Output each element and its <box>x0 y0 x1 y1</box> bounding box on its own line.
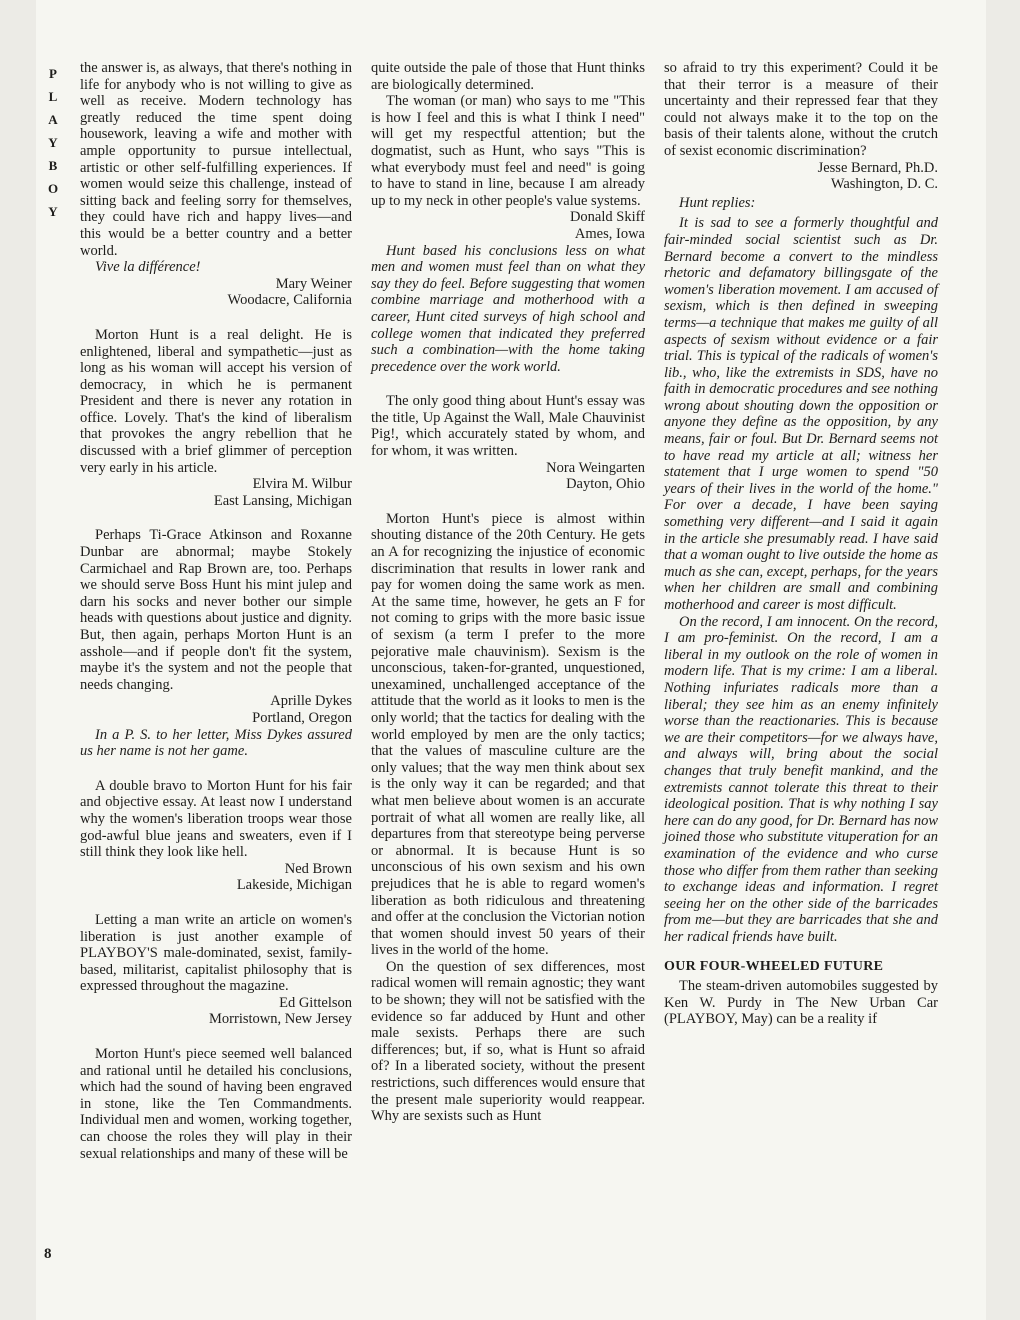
letter-paragraph: On the question of sex differences, most radical women will remain agnostic; they want to be shown; they will not be satisfied with the evidence so far adduced by Hunt and other male sexists. Perhaps there are such differences; but, if so, what is Hunt so afraid of? In a liberated society, without the present restrictions, such differences would ensure that the present male superiority would reappear. Why are sexists such as Hunt <box>371 958 645 1125</box>
signature-place: Ames, Iowa <box>574 225 645 242</box>
letter-paragraph: Morton Hunt's piece seemed well balanced and rational until he detailed his conclusions, which had the sound of having been engraved in stone, like the Ten Commandments. Individual men and women, working together, can choose the roles they will play in their sexual relationships and many of these will be <box>80 1046 352 1162</box>
signature-place: Dayton, Ohio <box>566 476 645 493</box>
editor-note: Vive la différence! <box>95 259 201 276</box>
signature-name: Jesse Bernard, Ph.D. <box>817 159 938 176</box>
letter-paragraph: The woman (or man) who says to me "This is how I feel and this is what I think I need" will get my respectful attention; but the dogmatist, such as Hunt, who says "This is what everybody must feel and need" is going to have to stand in line, because I am already up to my neck in other people's value systems. <box>371 93 645 209</box>
page-number: 8 <box>44 1246 52 1262</box>
letter-paragraph: so afraid to try this experiment? Could it be that their terror is a measure of their uncertainty and their repressed fear that they could not always make it to the top on the basis of their talents alone, without the crutch of sexist economic discrimination? <box>664 60 938 159</box>
signature-name: Ned Brown <box>284 860 352 877</box>
signature-name: Aprille Dykes <box>270 693 352 710</box>
column-2 <box>371 60 645 1125</box>
letter-signature <box>80 276 352 309</box>
signature-name: Elvira M. Wilbur <box>252 476 352 493</box>
section-heading: OUR FOUR-WHEELED FUTURE <box>664 959 884 975</box>
editor-note: Hunt based his conclusions less on what men and women must feel than on what they say they do feel. Before suggesting that women combine marriage and motherhood with a career, Hunt cited surveys of high school and college women that indicated they preferred such a combination—with the home taking precedence over the work world. <box>371 242 645 375</box>
letter-paragraph: Letting a man write an article on women's liberation is just another example of PLAYBOY'S male-dominated, sexist, family-based, militarist, capitalist philosophy that is expressed throughout the magazine. <box>80 911 352 995</box>
letter-signature <box>80 476 352 509</box>
spine-letter: A <box>48 112 58 127</box>
letter-paragraph: The steam-driven automobiles suggested by Ken W. Purdy in The New Urban Car (PLAYBOY, May) can be a reality if <box>664 978 938 1028</box>
signature-place: Lakeside, Michigan <box>236 877 352 894</box>
letter-signature <box>371 460 645 493</box>
letter-signature <box>80 995 352 1028</box>
reply-label: Hunt replies: <box>679 194 756 211</box>
editor-note: It is sad to see a formerly thoughtful and fair-minded social scientist such as Dr. Bernard become a convert to the mindless rhetoric and defamatory billingsgate of the women's liberation movement. I am accused of sexism, which is then defined in sweeping terms—a technique that makes me guilty of all aspects of sexism without evidence or a fair trial. This is typical of the radicals of women's lib., who, like the extremists in SDS, have no faith in democratic procedures and see nothing wrong about shouting down the opposition or anyone they define as the opposition, by any means, fair or foul. But Dr. Bernard seems not to have read my article at all; witness her statement that I urge women to spend "50 years of their lives in the world of the home." For over a decade, I have been saying something very different—and I said it again in the article she presumably read. I have said that a woman ought to live outside the home as much as she can, except, perhaps, for the years when her children are small and combining motherhood and career is most difficult. <box>664 215 938 613</box>
letter-signature <box>80 693 352 726</box>
letter-paragraph: Morton Hunt's piece is almost within shouting distance of the 20th Century. He gets an A for recognizing the injustice of economic discrimination that results in lower rank and pay for women doing the same work as men. At the same time, however, he gets an F for not coming to grips with the more basic issue of sexism (a term I prefer to the more pejorative male chauvinism). Sexism is the unconscious, taken-for-granted, unquestioned, unexamined, unchallenged acceptance of the attitude that the world as it looks to men is the only world; that the tactics for dealing with the world employed by men are the only tactics; that the values of masculine culture are the only values; that the way men think about sex is the only way it can be regarded; and that what men believe about women is an accurate portrait of what all women are really like, all departures from that stereotype being perverse or abnormal. It is because Hunt is so unconscious of his own sexism and his own prejudices that he is able to regard women's liberation as both ridiculous and threatening and offer at the conclusion the Victorian notion that women should invest 50 years of their lives in the world of the home. <box>371 510 645 959</box>
spine-letter: L <box>48 89 58 104</box>
signature-place: East Lansing, Michigan <box>213 492 352 509</box>
signature-name: Donald Skiff <box>569 209 645 226</box>
letter-paragraph: quite outside the pale of those that Hunt thinks are biologically determined. <box>371 60 645 93</box>
letter-signature <box>80 861 352 894</box>
editor-note: In a P. S. to her letter, Miss Dykes assured us her name is not her game. <box>80 726 352 760</box>
spine-logo <box>44 62 62 223</box>
spine-letter: O <box>47 181 59 196</box>
magazine-page <box>36 0 986 1320</box>
letter-paragraph: A double bravo to Morton Hunt for his fair and objective essay. At least now I understand why the women's liberation troops wear those god-awful blue jeans and sweaters, even if I still think they look like hell. <box>80 777 352 861</box>
signature-place: Washington, D. C. <box>830 176 938 193</box>
letter-paragraph: The only good thing about Hunt's essay was the title, Up Against the Wall, Male Chauvinist Pig!, which accurately stated by whom, and for whom, it was written. <box>371 393 645 460</box>
signature-name: Mary Weiner <box>275 275 352 292</box>
letter-paragraph: Perhaps Ti-Grace Atkinson and Roxanne Dunbar are abnormal; maybe Stokely Carmichael and Rap Brown are, too. Perhaps we should serve Boss Hunt his mint julep and darn his socks and never bother our simple heads with questions about justice and dignity. But, then again, perhaps Morton Hunt is an asshole—and if people don't fit the system, maybe it's the system and not the people that needs changing. <box>80 527 352 693</box>
signature-place: Morristown, New Jersey <box>209 1011 352 1028</box>
spine-letter: Y <box>48 204 58 219</box>
letter-signature <box>664 160 938 193</box>
column-3 <box>664 60 938 1028</box>
column-1 <box>80 60 352 1162</box>
signature-name: Ed Gittelson <box>279 994 352 1011</box>
editor-note: On the record, I am innocent. On the record, I am pro-feminist. On the record, I am a liberal in my outlook on the role of women in modern life. That is my crime: I am a liberal. Nothing infuriates radicals more than a liberal; they see him as an enemy infinitely worse than the reactionaries. This is because we are their competitors—for we always have, and always will, bring about the social changes that truly benefit mankind, and the extremists cannot tolerate this threat to their ideological position. That is why nothing I say here can do any good, for Dr. Bernard has now joined those who substitute vituperation for an examination of the evidence and who curse those who differ from them rather than seeking to exchange ideas and information. I regret seeing her on the other side of the barricades from me—but they are barricades that she and her radical friends have built. <box>664 613 939 945</box>
letter-paragraph: Morton Hunt is a real delight. He is enlightened, liberal and sympathetic—just as long as his woman will accept his version of democracy, in which he is permanent President and there is never any rotation in office. Lovely. That's the kind of liberalism that provokes the angry rebellion that he discussed with a brief glimmer of perception very early in his article. <box>80 326 352 476</box>
spine-letter: B <box>48 158 58 173</box>
spine-letter: Y <box>48 135 58 150</box>
letter-paragraph: the answer is, as always, that there's nothing in life for anybody who is not willing to give as well as receive. Modern technology has greatly reduced the time spent doing housework, leaving a wife and mother with ample opportunity to pursue intellectual, artistic or other self-fulfilling experiences. If women would seize this challenge, instead of sitting back and feeling sorry for themselves, they could have rich and happy lives—and this would be a better country and a better world. <box>80 60 352 259</box>
letter-signature <box>371 209 645 242</box>
spine-letter: P <box>49 66 57 81</box>
signature-place: Woodacre, California <box>227 292 352 309</box>
signature-place: Portland, Oregon <box>252 709 352 726</box>
signature-name: Nora Weingarten <box>546 459 645 476</box>
